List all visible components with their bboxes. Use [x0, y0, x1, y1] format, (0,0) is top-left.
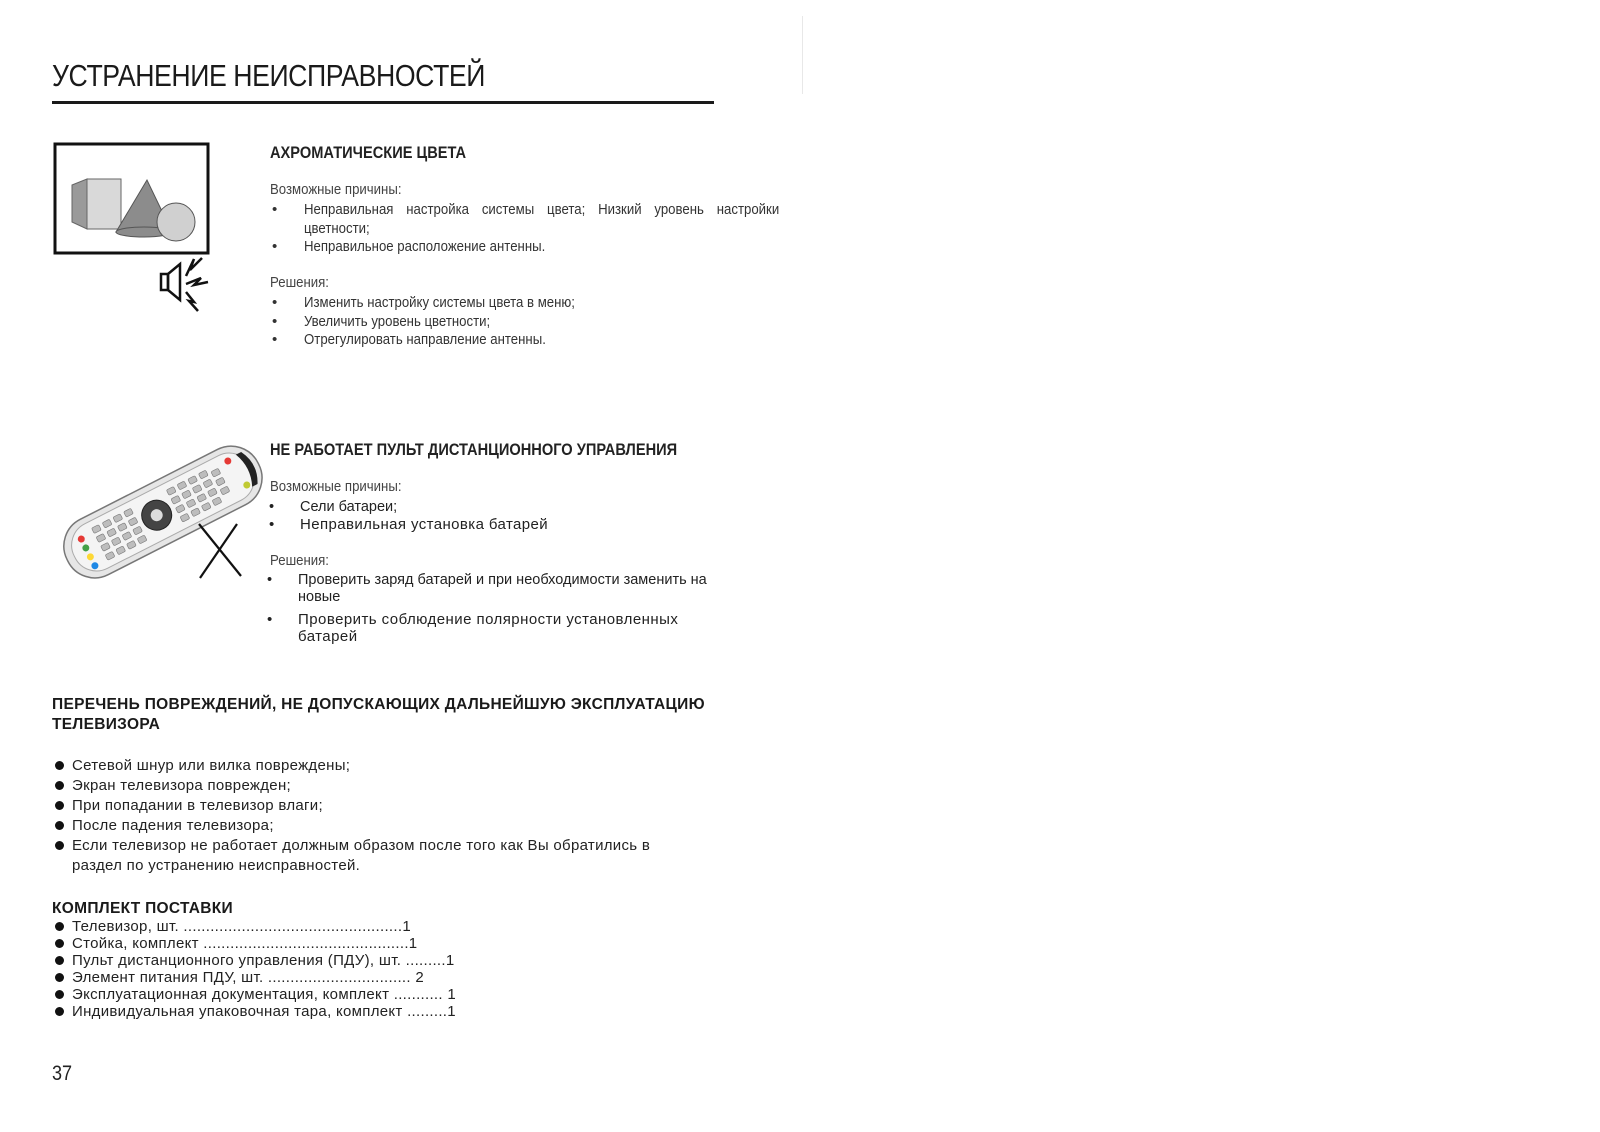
page-number: 37	[52, 1062, 73, 1085]
list-item: Стойка, комплект ..............................................1	[52, 935, 752, 952]
list-item: • Отрегулировать направление антенны.	[270, 331, 782, 350]
list-item: Элемент питания ПДУ, шт. ................................ 2	[52, 969, 752, 986]
list-item: Экран телевизора поврежден;	[52, 776, 692, 796]
kit-heading: КОМПЛЕКТ ПОСТАВКИ	[52, 900, 233, 917]
list-item: При попадании в телевизор влаги;	[52, 796, 692, 816]
list-item: Пульт дистанционного управления (ПДУ), шт. .........1	[52, 952, 752, 969]
list-item: • Изменить настройку системы цвета в меню;	[270, 294, 782, 313]
damage-list	[52, 756, 692, 876]
causes-list	[269, 498, 729, 534]
section-heading-achromatic: АХРОМАТИЧЕСКИЕ ЦВЕТА	[270, 143, 467, 162]
solutions-label: Решения:	[270, 552, 329, 569]
causes-label: Возможные причины:	[270, 181, 402, 198]
list-item: Индивидуальная упаковочная тара, комплект .........1	[52, 1003, 752, 1020]
list-item: Телевизор, шт. .................................................1	[52, 918, 752, 935]
list-item: • Сели батареи;	[269, 498, 729, 516]
causes-list	[270, 201, 782, 257]
speaker-sound-icon	[156, 256, 212, 314]
list-item: • Увеличить уровень цветности;	[270, 313, 782, 332]
page-title: УСТРАНЕНИЕ НЕИСПРАВНОСТЕЙ	[52, 58, 486, 93]
title-underline	[52, 101, 714, 104]
kit-list	[52, 918, 752, 1020]
list-item: После падения телевизора;	[52, 816, 692, 836]
cross-mark-icon	[196, 520, 244, 580]
solutions-label: Решения:	[270, 274, 329, 291]
solutions-list	[267, 572, 712, 645]
solutions-list	[270, 294, 782, 350]
list-item: • Неправильная настройка системы цвета; Низкий уровень настройки цветности;	[270, 201, 782, 238]
causes-label: Возможные причины:	[270, 478, 402, 495]
damage-heading: ПЕРЕЧЕНЬ ПОВРЕЖДЕНИЙ, НЕ ДОПУСКАЮЩИХ ДАЛЬНЕЙШУЮ ЭКСПЛУАТАЦИЮ ТЕЛЕВИЗОРА	[52, 696, 705, 733]
list-item: • Неправильное расположение антенны.	[270, 238, 782, 257]
section-heading-remote: НЕ РАБОТАЕТ ПУЛЬТ ДИСТАНЦИОННОГО УПРАВЛЕНИЯ	[270, 440, 678, 459]
list-item: • Проверить соблюдение полярности установленных батарей	[267, 611, 712, 645]
page-divider	[802, 16, 803, 94]
list-item: Эксплуатационная документация, комплект ........... 1	[52, 986, 752, 1003]
list-item: Если телевизор не работает должным образом после того как Вы обратились в раздел по устранению неисправностей.	[52, 836, 692, 876]
list-item: • Проверить заряд батарей и при необходимости заменить на новые	[267, 572, 712, 606]
list-item: • Неправильная установка батарей	[269, 516, 729, 534]
list-item: Сетевой шнур или вилка повреждены;	[52, 756, 692, 776]
